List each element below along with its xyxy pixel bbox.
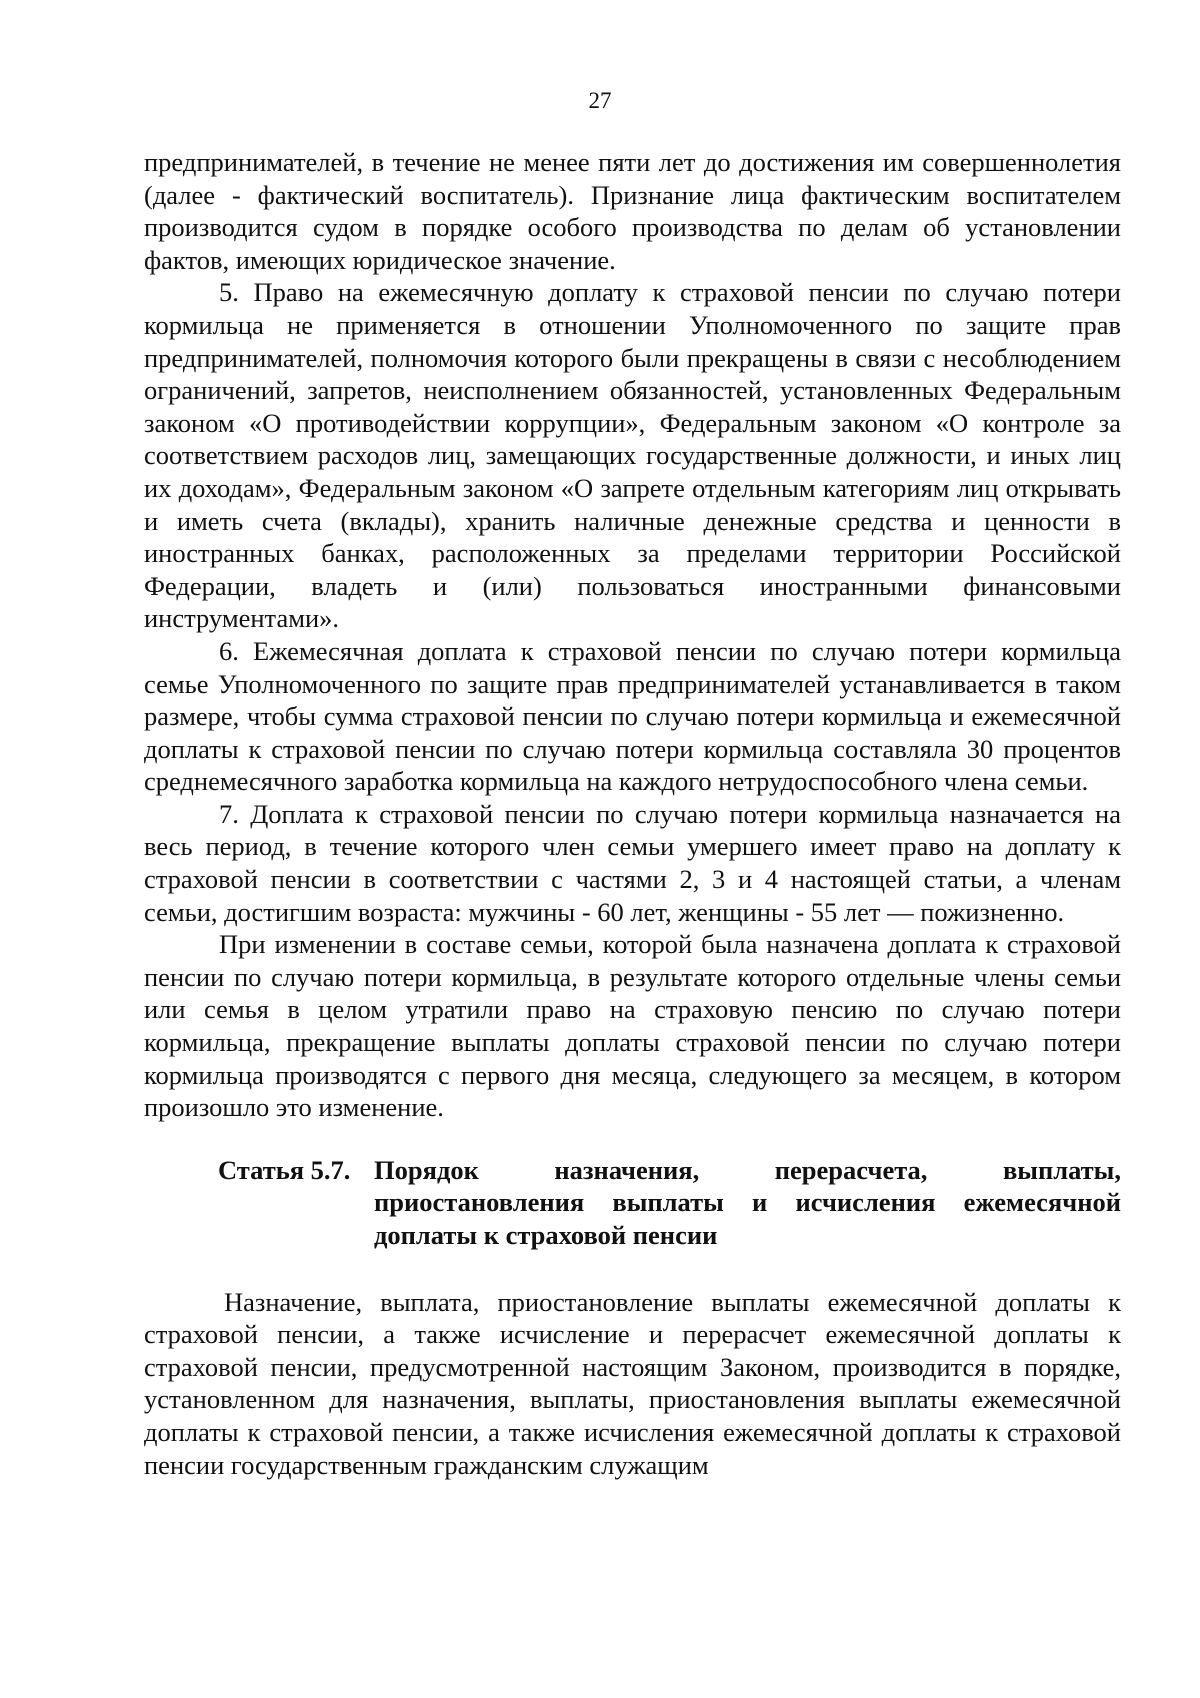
- article-number: Статья 5.7.: [218, 1154, 351, 1185]
- document-body: [144, 146, 1121, 1481]
- paragraph-item-6: 6. Ежемесячная доплата к страховой пенсии по случаю потери кормильца семье Уполномоченного по защите прав предпринимателей устанавливается в таком размере, чтобы сумма страховой пенсии по случаю потери кормильца и ежемесячной доплаты к страховой пенсии по случаю потери кормильца составляла 30 процентов среднемесячного заработка кормильца на каждого нетрудоспособного члена семьи.: [144, 635, 1121, 797]
- paragraph-continuation: предпринимателей, в течение не менее пяти лет до достижения им совершеннолетия (далее - фактический воспитатель). Признание лица фактическим воспитателем производится судом в порядке особого производства по делам об установлении фактов, имеющих юридическое значение.: [144, 147, 1121, 275]
- article-title: Порядок назначения, перерасчета, выплаты, приостановления выплаты и исчисления ежемесячной доплаты к страховой пенсии: [374, 1154, 1121, 1250]
- article-heading: [144, 1154, 1121, 1252]
- paragraph-item-7: 7. Доплата к страховой пенсии по случаю потери кормильца назначается на весь период, в течение которого член семьи умершего имеет право на доплату к страховой пенсии в соответствии с частями 2, 3 и 4 настоящей статьи, а членам семьи, достигшим возраста: мужчины - 60 лет, женщины - 55 лет — пожизненно.: [144, 798, 1121, 927]
- paragraph-family-change: При изменении в составе семьи, которой была назначена доплата к страховой пенсии по случаю потери кормильца, в результате которого отдельные члены семьи или семья в целом утратили право на страховую пенсию по случаю потери кормильца, прекращение выплаты доплаты страховой пенсии по случаю потери кормильца производятся с первого дня месяца, следующего за месяцем, в котором произошло это изменение.: [144, 929, 1121, 1123]
- paragraph-item-5: 5. Право на ежемесячную доплату к страховой пенсии по случаю потери кормильца не применяется в отношении Уполномоченного по защите прав предпринимателей, полномочия которого были прекращены в связи с несоблюдением ограничений, запретов, неисполнением обязанностей, установленных Федеральным законом «О противодействии коррупции», Федеральным законом «О контроле за соответствием расходов лиц, замещающих государственные должности, и иных лиц их доходам», Федеральным законом «О запрете отдельным категориям лиц открывать и иметь счета (вклады), хранить наличные денежные средства и ценности в иностранных банках, расположенных за пределами территории Российской Федерации, владеть и (или) пользоваться иностранными финансовыми инструментами».: [144, 277, 1121, 634]
- page-number: 27: [588, 88, 612, 113]
- paragraph-article-body: Назначение, выплата, приостановление выплаты ежемесячной доплаты к страховой пенсии, а также исчисление и перерасчет ежемесячной доплаты к страховой пенсии, предусмотренной настоящим Законом, производится в порядке, установленном для назначения, выплаты, приостановления выплаты ежемесячной доплаты к страховой пенсии, а также исчисления ежемесячной доплаты к страховой пенсии государственным гражданским служащим: [144, 1286, 1121, 1480]
